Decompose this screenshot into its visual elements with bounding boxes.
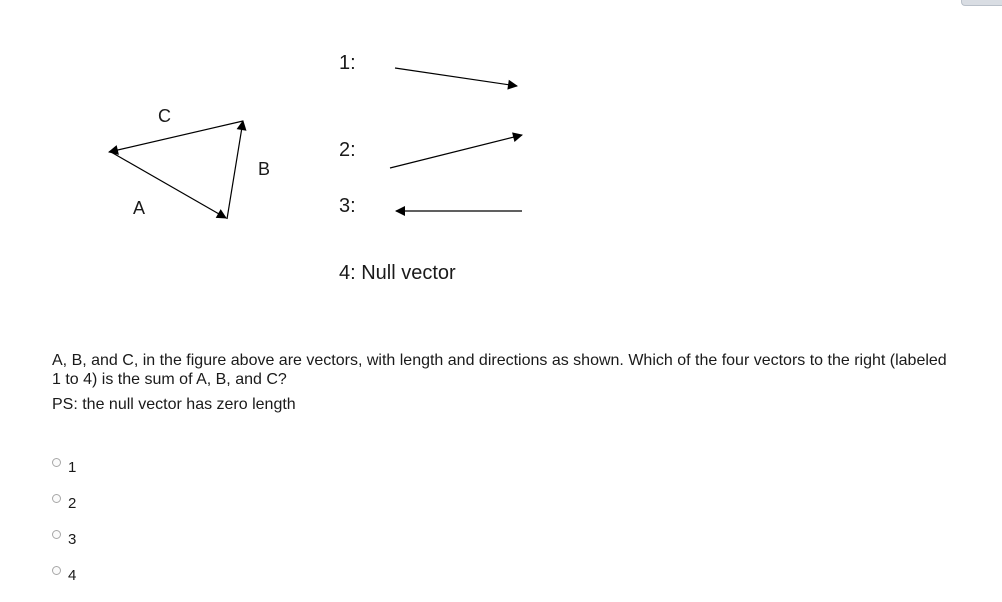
vector-a-label: A [133, 198, 146, 218]
vector-figure [0, 0, 600, 300]
answer-option-1[interactable] [52, 449, 76, 485]
radio-button[interactable] [52, 494, 61, 503]
candidate-2-arrow [390, 135, 522, 168]
answer-option-label: 2 [68, 494, 77, 512]
answer-option-label: 1 [68, 458, 77, 476]
radio-button[interactable] [52, 530, 61, 539]
vector-b-label: B [258, 159, 271, 179]
answer-option-4[interactable] [52, 557, 76, 593]
vector-a-arrow [111, 152, 226, 218]
vector-c-label: C [158, 106, 171, 126]
candidate-1-arrow [395, 68, 517, 86]
answer-option-label: 4 [68, 566, 77, 584]
question-block [52, 351, 952, 414]
vector-b-arrow [227, 121, 243, 219]
window-corner-tab [961, 0, 1002, 6]
candidate-1-label: 1: [339, 52, 356, 74]
question-note: PS: the null vector has zero length [52, 396, 296, 413]
candidate-2-label: 2: [339, 139, 356, 161]
answer-option-2[interactable] [52, 485, 76, 521]
answer-options [52, 449, 76, 593]
candidate-4-label: 4: Null vector [339, 262, 456, 284]
answer-option-3[interactable] [52, 521, 76, 557]
question-text: A, B, and C, in the figure above are vectors, with length and directions as shown. Which of the four vectors to the right (labeled 1 to 4) is the sum of A, B, and C? [52, 352, 947, 388]
answer-option-label: 3 [68, 530, 77, 548]
radio-button[interactable] [52, 458, 61, 467]
radio-button[interactable] [52, 566, 61, 575]
candidate-3-label: 3: [339, 195, 356, 217]
vector-c-arrow [109, 121, 243, 152]
